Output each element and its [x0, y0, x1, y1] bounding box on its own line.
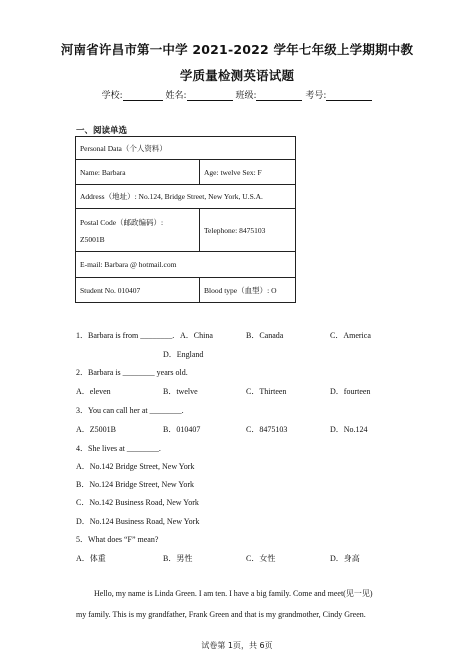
q3-option-a[interactable]: A．Z5001B: [76, 425, 116, 434]
passage-line-1: Hello, my name is Linda Green. I am ten. I have a big family. Come and meet(见一见): [94, 589, 373, 598]
q2-option-c[interactable]: C．Thirteen: [246, 387, 287, 396]
q4-option-b[interactable]: B．No.124 Bridge Street, New York: [76, 480, 194, 489]
number-label: 考号:: [305, 91, 327, 101]
personal-data-card: [75, 136, 296, 303]
name-blank[interactable]: [187, 91, 233, 101]
q1-option-d[interactable]: D．England: [163, 350, 204, 359]
q1-stem: 1．Barbara is from ________.: [76, 331, 175, 340]
page-title-line1: 河南省许昌市第一中学 2021-2022 学年七年级上学期期中教: [60, 42, 414, 57]
card-student-no: Student No. 010407: [76, 278, 200, 303]
number-blank[interactable]: [326, 91, 372, 101]
postal-code-label: Postal Code（邮政编码）:: [80, 217, 164, 227]
class-blank[interactable]: [256, 91, 302, 101]
q4-option-a[interactable]: A．No.142 Bridge Street, New York: [76, 462, 195, 471]
q2-option-a[interactable]: A．eleven: [76, 387, 111, 396]
card-name: Name: Barbara: [76, 160, 200, 185]
q4-option-c[interactable]: C．No.142 Business Road, New York: [76, 498, 199, 507]
name-label: 姓名:: [165, 91, 187, 101]
student-info-line: [0, 88, 474, 101]
card-address: Address（地址）: No.124, Bridge Street, New York, U.S.A.: [76, 185, 296, 209]
q1-option-a[interactable]: A．China: [180, 331, 213, 340]
card-postal-code: [76, 209, 200, 252]
q3-option-c[interactable]: C．8475103: [246, 425, 288, 434]
school-blank[interactable]: [123, 91, 163, 101]
card-blood-type: Blood type（血型）: O: [200, 278, 296, 303]
q1-option-c[interactable]: C．America: [330, 331, 371, 340]
q3-option-b[interactable]: B．010407: [163, 425, 201, 434]
q3-option-d[interactable]: D．No.124: [330, 425, 368, 434]
q5-stem: 5．What does “F” mean?: [76, 535, 159, 544]
q5-option-d[interactable]: D．身高: [330, 554, 360, 563]
q5-option-b[interactable]: B．男性: [163, 554, 193, 563]
q4-option-d[interactable]: D．No.124 Business Road, New York: [76, 517, 200, 526]
q4-stem: 4．She lives at ________.: [76, 444, 161, 453]
card-age-sex: Age: twelve Sex: F: [200, 160, 296, 185]
q2-stem: 2．Barbara is ________ years old.: [76, 368, 188, 377]
card-email: E-mail: Barbara @ hotmail.com: [76, 252, 296, 278]
passage-line-2: my family. This is my grandfather, Frank Green and that is my grandmother, Cindy Green.: [76, 610, 366, 619]
q1-option-b[interactable]: B．Canada: [246, 331, 284, 340]
page-footer: 试卷第 1页，共 6页: [201, 641, 273, 650]
card-header: Personal Data（个人资料）: [76, 137, 296, 160]
page-title-line2: 学质量检测英语试题: [179, 68, 295, 83]
postal-code-value: Z5001B: [80, 234, 105, 244]
q2-option-b[interactable]: B．twelve: [163, 387, 198, 396]
q5-option-c[interactable]: C．女性: [246, 554, 276, 563]
class-label: 班级:: [235, 91, 257, 101]
card-telephone: Telephone: 8475103: [200, 209, 296, 252]
q2-option-d[interactable]: D．fourteen: [330, 387, 371, 396]
section-heading: 一、阅读单选: [76, 126, 128, 136]
q3-stem: 3．You can call her at ________.: [76, 406, 184, 415]
q5-option-a[interactable]: A．体重: [76, 554, 106, 563]
school-label: 学校:: [101, 91, 123, 101]
